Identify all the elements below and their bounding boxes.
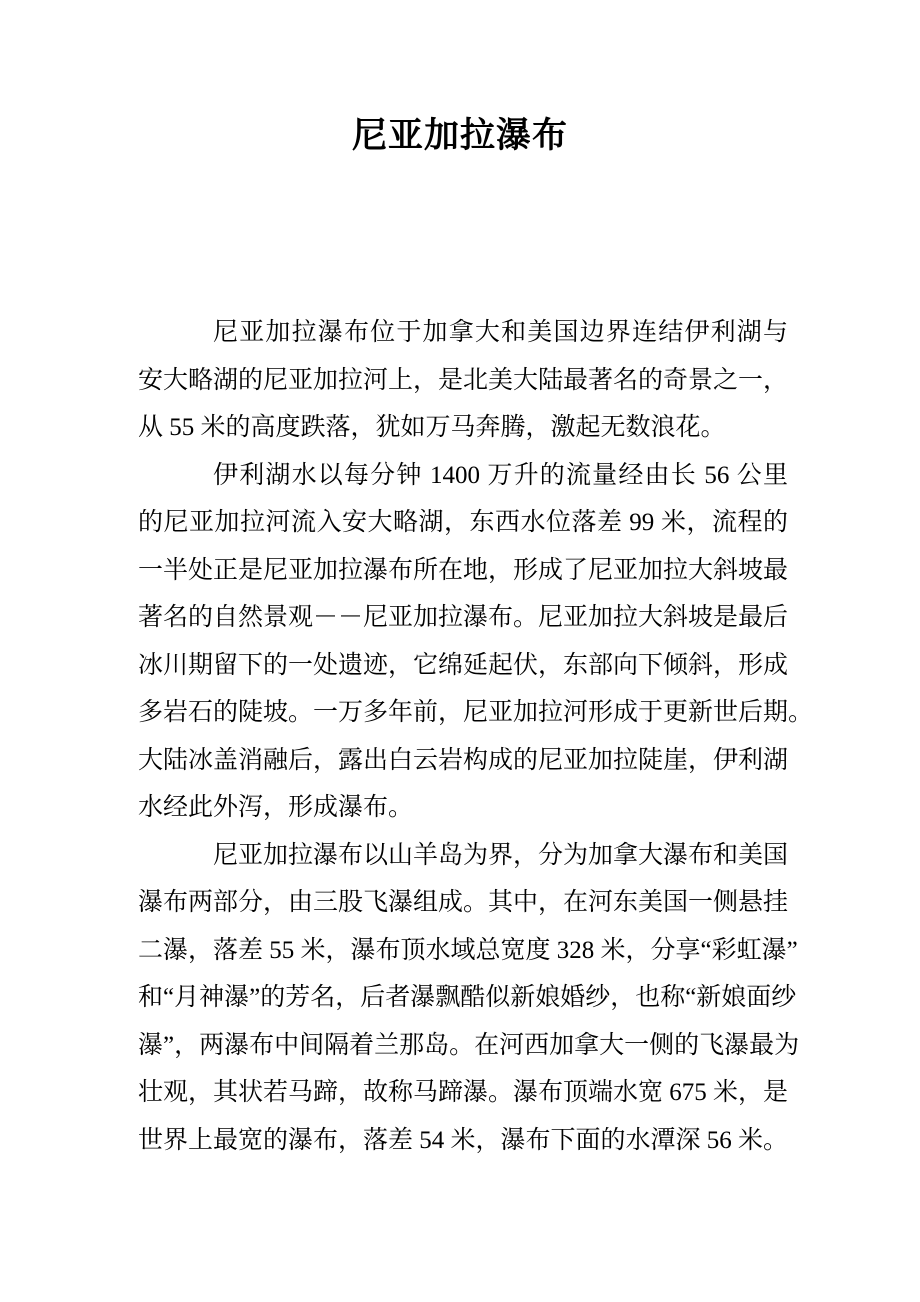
text-line: 著名的自然景观－－尼亚加拉瀑布。尼亚加拉大斜坡是最后 — [138, 604, 789, 631]
text-line: 多岩石的陡坡。一万多年前，尼亚加拉河形成于更新世后期。 — [138, 699, 814, 726]
text-line: 瀑”，两瀑布中间隔着兰那岛。在河西加拿大一侧的飞瀑最为 — [138, 1031, 800, 1059]
text-line: 壮观，其状若马蹄，故称马蹄瀑。瀑布顶端水宽 675 米，是 — [138, 1079, 789, 1106]
text-line: 世界上最宽的瀑布，落差 54 米，瀑布下面的水潭深 56 米。 — [138, 1126, 789, 1154]
text-line: 尼亚加拉瀑布位于加拿大和美国边界连结伊利湖与 — [213, 319, 788, 346]
text-line: 伊利湖水以每分钟 1400 万升的流量经由长 56 公里 — [213, 461, 788, 489]
paragraph-intro — [138, 309, 788, 452]
text-line: 水经此外泻，形成瀑布。 — [138, 794, 414, 821]
paragraph-geology — [138, 452, 814, 832]
text-line: 瀑布两部分，由三股飞瀑组成。其中，在河东美国一侧悬挂 — [138, 889, 789, 916]
paragraph-falls-description — [138, 832, 800, 1165]
text-line: 二瀑，落差 55 米，瀑布顶水域总宽度 328 米，分享“彩虹瀑” — [138, 936, 798, 964]
text-line: 冰川期留下的一处遗迹，它绵延起伏，东部向下倾斜，形成 — [138, 651, 789, 679]
document-title: 尼亚加拉瀑布 — [351, 116, 568, 155]
text-line: 从 55 米的高度跌落，犹如万马奔腾，激起无数浪花。 — [138, 414, 726, 441]
text-line: 和“月神瀑”的芳名，后者瀑飘酷似新娘婚纱，也称“新娘面纱 — [138, 984, 797, 1011]
text-line: 一半处正是尼亚加拉瀑布所在地，形成了尼亚加拉大斜坡最 — [138, 556, 789, 584]
text-line: 尼亚加拉瀑布以山羊岛为界，分为加拿大瀑布和美国 — [213, 841, 789, 869]
text-line: 大陆冰盖消融后，露出白云岩构成的尼亚加拉陡崖，伊利湖 — [138, 746, 789, 774]
text-line: 安大略湖的尼亚加拉河上，是北美大陆最著名的奇景之一， — [138, 366, 789, 394]
text-line: 的尼亚加拉河流入安大略湖，东西水位落差 99 米，流程的 — [138, 509, 788, 536]
document-body — [138, 309, 814, 1164]
